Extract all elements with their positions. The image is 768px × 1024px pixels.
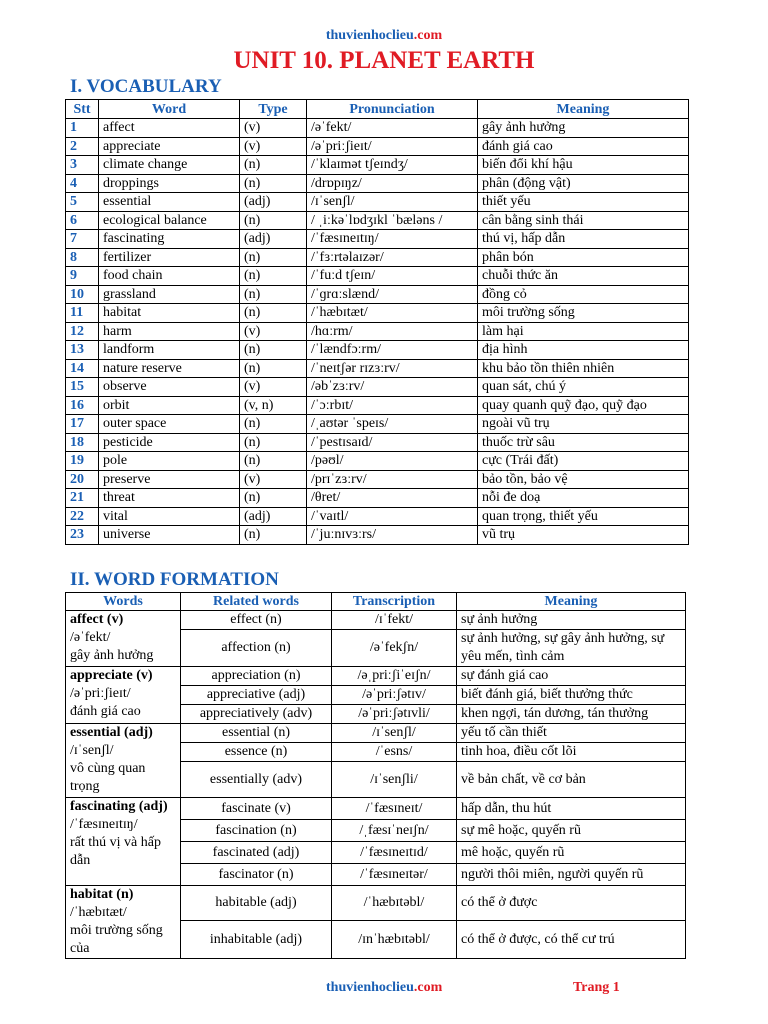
page-number: Trang 1 <box>573 980 620 995</box>
word-cell: landform <box>99 341 240 360</box>
pronunciation-cell: /pəʊl/ <box>307 452 478 471</box>
headword-meaning: rất thú vị và hấp dẫn <box>70 835 161 868</box>
meaning-cell: quan trọng, thiết yếu <box>478 507 689 526</box>
table-row <box>66 119 689 138</box>
footer-site <box>326 980 442 996</box>
related-word-cell: appreciation (n) <box>181 667 332 686</box>
meaning-cell: đánh giá cao <box>478 137 689 156</box>
word-cell: essential <box>99 193 240 212</box>
headword: habitat (n) <box>70 887 134 902</box>
related-word-cell: essence (n) <box>181 743 332 762</box>
table-row <box>66 267 689 286</box>
wf-meaning-cell: yếu tố cần thiết <box>457 724 686 743</box>
meaning-cell: cực (Trái đất) <box>478 452 689 471</box>
word-cell: fascinating <box>99 230 240 249</box>
related-word-cell: fascination (n) <box>181 820 332 842</box>
footer-site-name: thuvienhoclieu <box>326 980 414 995</box>
table-row <box>66 193 689 212</box>
meaning-cell: thiết yếu <box>478 193 689 212</box>
headword-pronunciation: /ˈhæbɪtæt/ <box>70 905 127 920</box>
word-cell: habitat <box>99 304 240 323</box>
type-cell: (v) <box>240 470 307 489</box>
headword-cell <box>66 798 181 886</box>
transcription-cell: /əˈfekʃn/ <box>332 630 457 667</box>
stt-cell: 11 <box>66 304 99 323</box>
type-cell: (adj) <box>240 507 307 526</box>
type-cell: (n) <box>240 452 307 471</box>
pronunciation-cell: /ˈhæbɪtæt/ <box>307 304 478 323</box>
stt-cell: 10 <box>66 285 99 304</box>
table-row <box>66 322 689 341</box>
wf-meaning-cell: sự mê hoặc, quyến rũ <box>457 820 686 842</box>
pronunciation-cell: /əˈfekt/ <box>307 119 478 138</box>
stt-cell: 4 <box>66 174 99 193</box>
vocabulary-heading: I. VOCABULARY <box>70 76 222 97</box>
stt-cell: 8 <box>66 248 99 267</box>
vocabulary-table <box>65 99 689 545</box>
related-word-cell: fascinator (n) <box>181 864 332 886</box>
transcription-cell: /əˈpriːʃətɪvli/ <box>332 705 457 724</box>
type-cell: (n) <box>240 359 307 378</box>
transcription-cell: /ˈfæsɪneɪt/ <box>332 798 457 820</box>
table-row <box>66 798 686 820</box>
headword: essential (adj) <box>70 725 153 740</box>
stt-cell: 15 <box>66 378 99 397</box>
table-row <box>66 156 689 175</box>
wf-meaning-cell: về bản chất, về cơ bản <box>457 762 686 798</box>
transcription-cell: /ˈfæsɪneɪtɪd/ <box>332 842 457 864</box>
col-header-meaning: Meaning <box>478 100 689 119</box>
site-name: thuvienhoclieu <box>325 28 414 43</box>
table-row <box>66 137 689 156</box>
type-cell: (n) <box>240 156 307 175</box>
wf-meaning-cell: hấp dẫn, thu hút <box>457 798 686 820</box>
headword: affect (v) <box>70 612 124 627</box>
headword-pronunciation: /ˈfæsɪneɪtɪŋ/ <box>70 817 138 832</box>
pronunciation-cell: / ˌiːkəˈlɒdʒɪkl ˈbæləns / <box>307 211 478 230</box>
wf-meaning-cell: sự ảnh hưởng, sự gây ảnh hưởng, sự yêu mến, tình cảm <box>457 630 686 667</box>
related-word-cell: affection (n) <box>181 630 332 667</box>
type-cell: (adj) <box>240 230 307 249</box>
wf-meaning-cell: khen ngợi, tán dương, tán thưởng <box>457 705 686 724</box>
transcription-cell: /əˌpriːʃiˈeɪʃn/ <box>332 667 457 686</box>
col-header-related-words: Related words <box>181 593 332 611</box>
col-header-word: Word <box>99 100 240 119</box>
wf-meaning-cell: tinh hoa, điều cốt lõi <box>457 743 686 762</box>
page-title: UNIT 10. PLANET EARTH <box>233 47 535 74</box>
stt-cell: 9 <box>66 267 99 286</box>
transcription-cell: /ˌfæsɪˈneɪʃn/ <box>332 820 457 842</box>
meaning-cell: thuốc trừ sâu <box>478 433 689 452</box>
meaning-cell: bảo tồn, bảo vệ <box>478 470 689 489</box>
stt-cell: 19 <box>66 452 99 471</box>
col-header-wf-meaning: Meaning <box>457 593 686 611</box>
headword-pronunciation: /əˈfekt/ <box>70 630 111 645</box>
related-word-cell: appreciatively (adv) <box>181 705 332 724</box>
site-header <box>0 28 768 44</box>
headword-meaning: gây ảnh hưởng <box>70 648 154 663</box>
transcription-cell: /ˈfæsɪneɪtər/ <box>332 864 457 886</box>
wf-meaning-cell: người thôi miên, người quyến rũ <box>457 864 686 886</box>
pronunciation-cell: /prɪˈzɜːrv/ <box>307 470 478 489</box>
transcription-cell: /ɪˈfekt/ <box>332 611 457 630</box>
type-cell: (n) <box>240 174 307 193</box>
pronunciation-cell: /θret/ <box>307 489 478 508</box>
word-cell: observe <box>99 378 240 397</box>
headword-pronunciation: /ɪˈsenʃl/ <box>70 743 114 758</box>
headword-cell <box>66 886 181 959</box>
stt-cell: 6 <box>66 211 99 230</box>
related-word-cell: appreciative (adj) <box>181 686 332 705</box>
meaning-cell: khu bảo tồn thiên nhiên <box>478 359 689 378</box>
word-cell: affect <box>99 119 240 138</box>
wf-meaning-cell: mê hoặc, quyến rũ <box>457 842 686 864</box>
table-row <box>66 211 689 230</box>
stt-cell: 1 <box>66 119 99 138</box>
site-suffix: .com <box>413 28 443 43</box>
type-cell: (n) <box>240 526 307 545</box>
transcription-cell: /ɪˈsenʃli/ <box>332 762 457 798</box>
word-cell: harm <box>99 322 240 341</box>
col-header-transcription: Transcription <box>332 593 457 611</box>
pronunciation-cell: /ˈfɜːrtəlaɪzər/ <box>307 248 478 267</box>
transcription-cell: /ˈesns/ <box>332 743 457 762</box>
pronunciation-cell: /ɪˈsenʃl/ <box>307 193 478 212</box>
word-cell: appreciate <box>99 137 240 156</box>
type-cell: (n) <box>240 285 307 304</box>
headword-pronunciation: /əˈpriːʃieɪt/ <box>70 686 131 701</box>
table-row <box>66 489 689 508</box>
pronunciation-cell: /ˈklaɪmət tʃeɪndʒ/ <box>307 156 478 175</box>
stt-cell: 16 <box>66 396 99 415</box>
stt-cell: 23 <box>66 526 99 545</box>
meaning-cell: chuỗi thức ăn <box>478 267 689 286</box>
type-cell: (n) <box>240 304 307 323</box>
pronunciation-cell: /ˈɔːrbɪt/ <box>307 396 478 415</box>
word-cell: climate change <box>99 156 240 175</box>
stt-cell: 20 <box>66 470 99 489</box>
table-row <box>66 174 689 193</box>
wf-meaning-cell: sự đánh giá cao <box>457 667 686 686</box>
pronunciation-cell: /ˈɡrɑːslænd/ <box>307 285 478 304</box>
col-header-words: Words <box>66 593 181 611</box>
stt-cell: 14 <box>66 359 99 378</box>
table-row <box>66 415 689 434</box>
related-word-cell: fascinated (adj) <box>181 842 332 864</box>
type-cell: (n) <box>240 341 307 360</box>
stt-cell: 12 <box>66 322 99 341</box>
type-cell: (adj) <box>240 193 307 212</box>
pronunciation-cell: /hɑːrm/ <box>307 322 478 341</box>
headword: appreciate (v) <box>70 668 153 683</box>
related-word-cell: inhabitable (adj) <box>181 921 332 959</box>
stt-cell: 21 <box>66 489 99 508</box>
meaning-cell: quay quanh quỹ đạo, quỹ đạo <box>478 396 689 415</box>
stt-cell: 22 <box>66 507 99 526</box>
table-row <box>66 378 689 397</box>
word-cell: vital <box>99 507 240 526</box>
type-cell: (v) <box>240 119 307 138</box>
word-cell: nature reserve <box>99 359 240 378</box>
related-word-cell: habitable (adj) <box>181 886 332 921</box>
table-row <box>66 248 689 267</box>
col-header-stt: Stt <box>66 100 99 119</box>
col-header-pronunciation: Pronunciation <box>307 100 478 119</box>
word-formation-table <box>65 592 686 959</box>
stt-cell: 2 <box>66 137 99 156</box>
table-row <box>66 285 689 304</box>
table-row <box>66 304 689 323</box>
table-row <box>66 526 689 545</box>
stt-cell: 5 <box>66 193 99 212</box>
word-cell: outer space <box>99 415 240 434</box>
headword-cell <box>66 611 181 667</box>
type-cell: (n) <box>240 267 307 286</box>
table-row <box>66 452 689 471</box>
type-cell: (n) <box>240 248 307 267</box>
table-row <box>66 724 686 743</box>
meaning-cell: địa hình <box>478 341 689 360</box>
transcription-cell: /əˈpriːʃətɪv/ <box>332 686 457 705</box>
word-cell: orbit <box>99 396 240 415</box>
meaning-cell: vũ trụ <box>478 526 689 545</box>
headword-meaning: môi trường sống của <box>70 923 163 956</box>
related-word-cell: essential (n) <box>181 724 332 743</box>
pronunciation-cell: /ˈvaɪtl/ <box>307 507 478 526</box>
word-cell: grassland <box>99 285 240 304</box>
table-row <box>66 507 689 526</box>
pronunciation-cell: /ˈneɪtʃər rɪzɜːrv/ <box>307 359 478 378</box>
transcription-cell: /ˈhæbɪtəbl/ <box>332 886 457 921</box>
pronunciation-cell: /drɒpɪŋz/ <box>307 174 478 193</box>
transcription-cell: /ɪˈsenʃl/ <box>332 724 457 743</box>
word-cell: food chain <box>99 267 240 286</box>
stt-cell: 18 <box>66 433 99 452</box>
footer-site-suffix: .com <box>413 980 443 995</box>
headword-meaning: đánh giá cao <box>70 704 141 719</box>
pronunciation-cell: /ˈfuːd tʃeɪn/ <box>307 267 478 286</box>
word-cell: pesticide <box>99 433 240 452</box>
wf-meaning-cell: có thể ở được <box>457 886 686 921</box>
table-row <box>66 886 686 921</box>
wf-meaning-cell: có thể ở được, có thể cư trú <box>457 921 686 959</box>
related-word-cell: fascinate (v) <box>181 798 332 820</box>
pronunciation-cell: /ˌaʊtər ˈspeɪs/ <box>307 415 478 434</box>
stt-cell: 13 <box>66 341 99 360</box>
meaning-cell: gây ảnh hưởng <box>478 119 689 138</box>
pronunciation-cell: /ˈjuːnɪvɜːrs/ <box>307 526 478 545</box>
meaning-cell: phân bón <box>478 248 689 267</box>
pronunciation-cell: /ˈlændfɔːrm/ <box>307 341 478 360</box>
type-cell: (v) <box>240 378 307 397</box>
type-cell: (v, n) <box>240 396 307 415</box>
table-row <box>66 611 686 630</box>
table-row <box>66 341 689 360</box>
word-cell: pole <box>99 452 240 471</box>
meaning-cell: làm hại <box>478 322 689 341</box>
col-header-type: Type <box>240 100 307 119</box>
type-cell: (n) <box>240 433 307 452</box>
table-row <box>66 667 686 686</box>
type-cell: (n) <box>240 211 307 230</box>
related-word-cell: effect (n) <box>181 611 332 630</box>
stt-cell: 17 <box>66 415 99 434</box>
meaning-cell: nỗi đe doạ <box>478 489 689 508</box>
pronunciation-cell: /ˈfæsɪneɪtɪŋ/ <box>307 230 478 249</box>
meaning-cell: phân (động vật) <box>478 174 689 193</box>
table-row <box>66 396 689 415</box>
stt-cell: 7 <box>66 230 99 249</box>
table-row <box>66 359 689 378</box>
table-row <box>66 230 689 249</box>
word-cell: fertilizer <box>99 248 240 267</box>
meaning-cell: thú vị, hấp dẫn <box>478 230 689 249</box>
word-cell: threat <box>99 489 240 508</box>
related-word-cell: essentially (adv) <box>181 762 332 798</box>
word-formation-heading: II. WORD FORMATION <box>70 569 279 590</box>
type-cell: (n) <box>240 415 307 434</box>
meaning-cell: biến đổi khí hậu <box>478 156 689 175</box>
table-row <box>66 470 689 489</box>
headword-cell <box>66 724 181 798</box>
type-cell: (n) <box>240 489 307 508</box>
headword-cell <box>66 667 181 724</box>
transcription-cell: /ɪnˈhæbɪtəbl/ <box>332 921 457 959</box>
headword: fascinating (adj) <box>70 799 168 814</box>
word-cell: droppings <box>99 174 240 193</box>
meaning-cell: quan sát, chú ý <box>478 378 689 397</box>
pronunciation-cell: /əbˈzɜːrv/ <box>307 378 478 397</box>
type-cell: (v) <box>240 322 307 341</box>
meaning-cell: môi trường sống <box>478 304 689 323</box>
table-row <box>66 433 689 452</box>
wf-meaning-cell: biết đánh giá, biết thưởng thức <box>457 686 686 705</box>
meaning-cell: ngoài vũ trụ <box>478 415 689 434</box>
wf-meaning-cell: sự ảnh hưởng <box>457 611 686 630</box>
word-cell: universe <box>99 526 240 545</box>
word-cell: ecological balance <box>99 211 240 230</box>
pronunciation-cell: /ˈpestɪsaɪd/ <box>307 433 478 452</box>
headword-meaning: vô cùng quan trọng <box>70 761 146 794</box>
stt-cell: 3 <box>66 156 99 175</box>
pronunciation-cell: /əˈpriːʃieɪt/ <box>307 137 478 156</box>
meaning-cell: đồng cỏ <box>478 285 689 304</box>
word-cell: preserve <box>99 470 240 489</box>
type-cell: (v) <box>240 137 307 156</box>
meaning-cell: cân bằng sinh thái <box>478 211 689 230</box>
